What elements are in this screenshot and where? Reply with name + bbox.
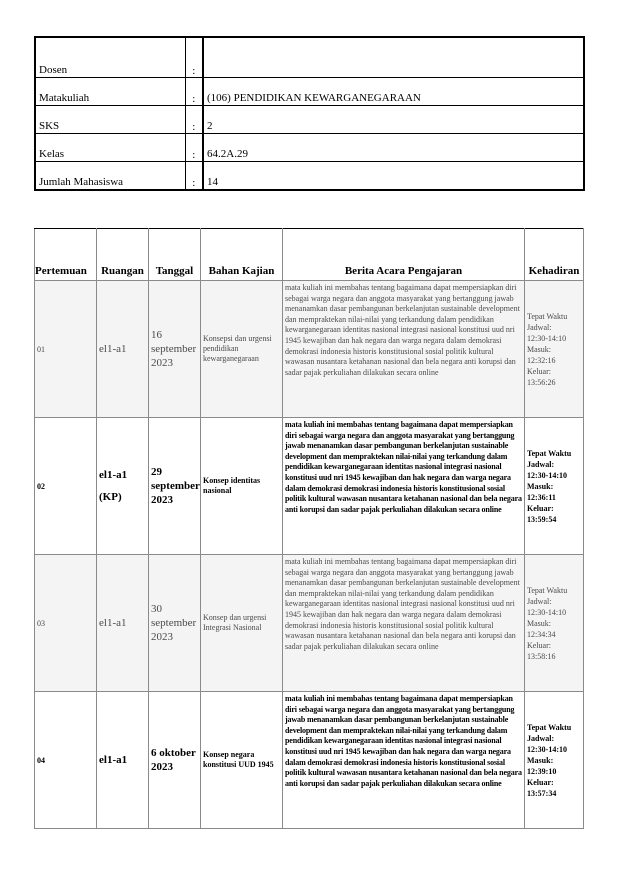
schedule-label: Jadwal:: [527, 322, 552, 332]
session-row: [35, 418, 584, 555]
check-out-time: 13:57:34: [527, 788, 557, 798]
check-in-label: Masuk:: [527, 618, 551, 628]
schedule-time: 12:30-14:10: [527, 470, 567, 480]
session-report: mata kuliah ini membahas tentang bagaimana dapat mempersiapkan diri sebagai warga negara dan anggota masyarakat yang bertanggung jawab menanamkan dasar pembangunan berkelanjutan sustainable development dan mempraktekan nilai-nilai yang terkandung dalam pendidikan kewarganegaraan identitas nasional integrasi nasional konstitusi uud nri 1945 kewajiban dan hak negara dan warga negara dalam demokrasi demokrasi indonesia historis konstitusional sosial politik kultural wawasan nusantara ketahanan nasional dan bela negara anti korupsi dan sadar pajak perkuliahan dilakukan secara online: [283, 281, 525, 418]
check-out-label: Keluar:: [527, 640, 551, 650]
session-date: 30 september 2023: [149, 555, 201, 692]
attendance-status: Tepat Waktu: [527, 585, 568, 595]
schedule-label: Jadwal:: [527, 733, 555, 743]
session-number: 04: [35, 692, 97, 829]
schedule-time: 12:30-14:10: [527, 333, 567, 343]
attendance-status: Tepat Waktu: [527, 311, 568, 321]
session-date: 16 september 2023: [149, 281, 201, 418]
session-row: [35, 281, 584, 418]
session-attendance: [525, 555, 584, 692]
session-attendance: [525, 418, 584, 555]
room-code: el1-a1: [99, 754, 128, 766]
info-label: Matakuliah: [35, 78, 185, 106]
check-in-label: Masuk:: [527, 755, 554, 765]
session-topic: Konsep negara konstitusi UUD 1945: [201, 692, 283, 829]
session-number: 03: [35, 555, 97, 692]
check-out-label: Keluar:: [527, 503, 554, 513]
info-value: 64.2A.29: [203, 134, 584, 162]
header-tanggal: Tanggal: [149, 229, 201, 281]
info-row-sks: [35, 106, 584, 134]
header-pertemuan: Pertemuan: [35, 229, 97, 281]
session-room: [97, 418, 149, 555]
check-out-time: 13:59:54: [527, 514, 557, 524]
info-separator: :: [185, 78, 203, 106]
schedule-time: 12:30-14:10: [527, 607, 567, 617]
room-code: el1-a1: [99, 617, 127, 629]
sessions-header-row: [35, 229, 584, 281]
info-label: SKS: [35, 106, 185, 134]
room-code: el1-a1: [99, 469, 128, 481]
check-out-label: Keluar:: [527, 777, 554, 787]
room-code: el1-a1: [99, 343, 127, 355]
header-berita-acara: Berita Acara Pengajaran: [283, 229, 525, 281]
info-separator: :: [185, 37, 203, 78]
attendance-status: Tepat Waktu: [527, 722, 572, 732]
check-in-time: 12:36:11: [527, 492, 556, 502]
session-number: 01: [35, 281, 97, 418]
course-info-table: [34, 36, 585, 191]
info-separator: :: [185, 134, 203, 162]
session-topic: Konsep dan urgensi Integrasi Nasional: [201, 555, 283, 692]
sessions-table: [34, 228, 584, 829]
info-row-kelas: [35, 134, 584, 162]
header-kehadiran: Kehadiran: [525, 229, 584, 281]
check-in-time: 12:34:34: [527, 629, 556, 639]
session-report: mata kuliah ini membahas tentang bagaimana dapat mempersiapkan diri sebagai warga negara dan anggota masyarakat yang bertanggung jawab menanamkan dasar pembangunan berkelanjutan sustainable development dan mempraktekan nilai-nilai yang terkandung dalam pendidikan kewarganegaraan identitas nasional integrasi nasional konstitusi uud nri 1945 kewajiban dan hak negara dan warga negara dalam demokrasi demokrasi indonesia historis konstitusional sosial politik kultural wawasan nusantara ketahanan nasional dan bela negara anti korupsi dan sadar pajak perkuliahan dilakukan secara online: [283, 692, 525, 829]
session-attendance: [525, 281, 584, 418]
info-row-dosen: [35, 37, 584, 78]
info-row-jumlah-mahasiswa: [35, 162, 584, 191]
info-separator: :: [185, 106, 203, 134]
session-room: [97, 555, 149, 692]
session-date: 6 oktober 2023: [149, 692, 201, 829]
attendance-status: Tepat Waktu: [527, 448, 572, 458]
schedule-label: Jadwal:: [527, 459, 555, 469]
check-in-time: 12:39:10: [527, 766, 557, 776]
session-topic: Konsepsi dan urgensi pendidikan kewarganegaraan: [201, 281, 283, 418]
session-row: [35, 692, 584, 829]
info-value: 14: [203, 162, 584, 191]
info-label: Jumlah Mahasiswa: [35, 162, 185, 191]
session-date: 29 september 2023: [149, 418, 201, 555]
session-room: [97, 692, 149, 829]
check-out-time: 13:56:26: [527, 377, 556, 387]
check-in-label: Masuk:: [527, 481, 554, 491]
info-value: (106) PENDIDIKAN KEWARGANEGARAAN: [203, 78, 584, 106]
schedule-time: 12:30-14:10: [527, 744, 567, 754]
info-label: Dosen: [35, 37, 185, 78]
schedule-label: Jadwal:: [527, 596, 552, 606]
info-value: 2: [203, 106, 584, 134]
check-out-label: Keluar:: [527, 366, 551, 376]
info-value: [203, 37, 584, 78]
check-in-label: Masuk:: [527, 344, 551, 354]
header-bahan-kajian: Bahan Kajian: [201, 229, 283, 281]
session-number: 02: [35, 418, 97, 555]
session-topic: Konsep identitas nasional: [201, 418, 283, 555]
check-in-time: 12:32:16: [527, 355, 556, 365]
info-separator: :: [185, 162, 203, 191]
header-ruangan: Ruangan: [97, 229, 149, 281]
session-report: mata kuliah ini membahas tentang bagaimana dapat mempersiapkan diri sebagai warga negara dan anggota masyarakat yang bertanggung jawab menanamkan dasar pembangunan berkelanjutan sustainable development dan mempraktekan nilai-nilai yang terkandung dalam pendidikan kewarganegaraan identitas nasional integrasi nasional konstitusi uud nri 1945 kewajiban dan hak negara dan warga negara dalam demokrasi demokrasi indonesia historis konstitusional sosial politik kultural wawasan nusantara ketahanan nasional dan bela negara anti korupsi dan sadar pajak perkuliahan dilakukan secara online: [283, 418, 525, 555]
session-room: [97, 281, 149, 418]
session-report: mata kuliah ini membahas tentang bagaimana dapat mempersiapkan diri sebagai warga negara dan anggota masyarakat yang bertanggung jawab menanamkan dasar pembangunan berkelanjutan sustainable development dan mempraktekan nilai-nilai yang terkandung dalam pendidikan kewarganegaraan identitas nasional integrasi nasional konstitusi uud nri 1945 kewajiban dan hak negara dan warga negara dalam demokrasi demokrasi indonesia historis konstitusional sosial politik kultural wawasan nusantara ketahanan nasional dan bela negara anti korupsi dan sadar pajak perkuliahan dilakukan secara online: [283, 555, 525, 692]
check-out-time: 13:58:16: [527, 651, 556, 661]
session-attendance: [525, 692, 584, 829]
info-label: Kelas: [35, 134, 185, 162]
room-note: (KP): [99, 491, 122, 503]
info-row-matakuliah: [35, 78, 584, 106]
session-row: [35, 555, 584, 692]
